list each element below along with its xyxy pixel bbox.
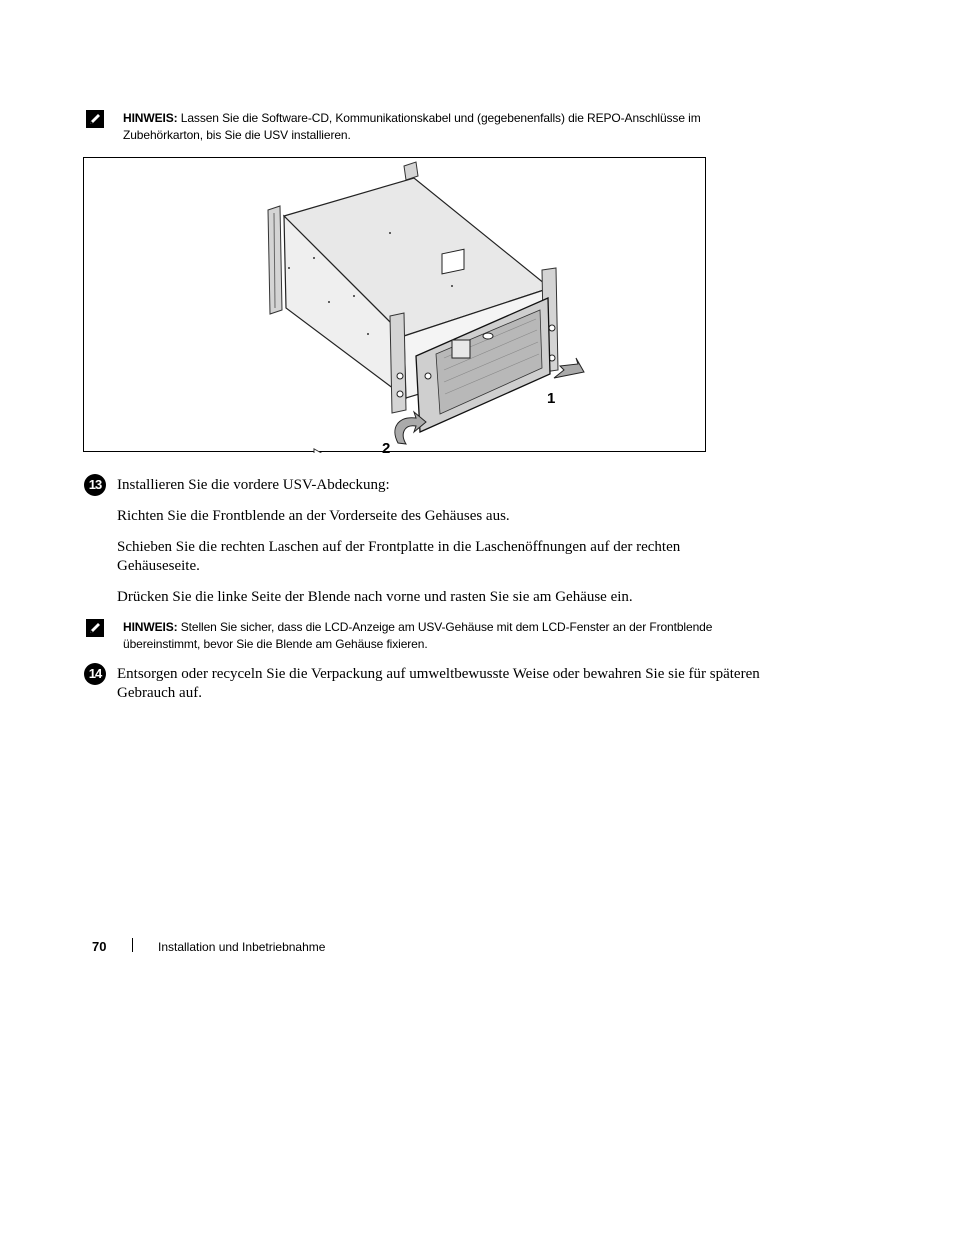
callout-1: 1 [547, 390, 556, 407]
note-label: HINWEIS: [123, 620, 178, 634]
step-text: Entsorgen oder recyceln Sie die Verpackung auf umweltbewusste Weise oder bewahren Sie sie für späteren Gebrauch auf. [117, 666, 760, 701]
callout-2: 2 [382, 440, 391, 453]
note-text: Lassen Sie die Software-CD, Kommunikationskabel und (gegebenenfalls) die REPO-Anschlüsse im Zubehörkarton, bis Sie die USV installieren. [123, 111, 701, 142]
step-14 [84, 663, 764, 703]
ups-bezel-illustration [84, 158, 707, 453]
rack-rail-rear-left [268, 206, 282, 314]
instruction-paragraph-1: Richten Sie die Frontblende an der Vorderseite des Gehäuses aus. [117, 508, 510, 524]
ups-bezel-installation-figure [83, 157, 706, 452]
step-13 [84, 474, 764, 495]
note-hinweis-1 [86, 110, 766, 144]
bezel-lcd-window [452, 340, 470, 358]
step-number-badge: 13 [84, 474, 106, 496]
note-pencil-icon [86, 110, 104, 128]
note-text: Stellen Sie sicher, dass die LCD-Anzeige am USV-Gehäuse mit dem LCD-Fenster an der Frontblende übereinstimmt, bevor Sie die Blende am Gehäuse fixieren. [123, 620, 713, 651]
footer-section-title: Installation und Inbetriebnahme [158, 940, 326, 954]
rack-rail-front-left [390, 313, 406, 413]
push-arrow-1 [554, 358, 584, 378]
page-number: 70 [92, 939, 107, 954]
rack-rail-rear-right [404, 162, 418, 180]
instruction-paragraph-2: Schieben Sie die rechten Laschen auf der Frontplatte in die Laschenöffnungen auf der rechten Gehäuseseite. [117, 539, 681, 574]
note-label: HINWEIS: [123, 111, 178, 125]
step-text: Installieren Sie die vordere USV-Abdeckung: [117, 477, 390, 493]
instruction-paragraph-3: Drücken Sie die linke Seite der Blende nach vorne und rasten Sie sie am Gehäuse ein. [117, 589, 633, 605]
footer-divider [132, 938, 133, 952]
note-hinweis-2 [86, 619, 766, 653]
note-pencil-icon [86, 619, 104, 637]
step-number-badge: 14 [84, 663, 106, 685]
